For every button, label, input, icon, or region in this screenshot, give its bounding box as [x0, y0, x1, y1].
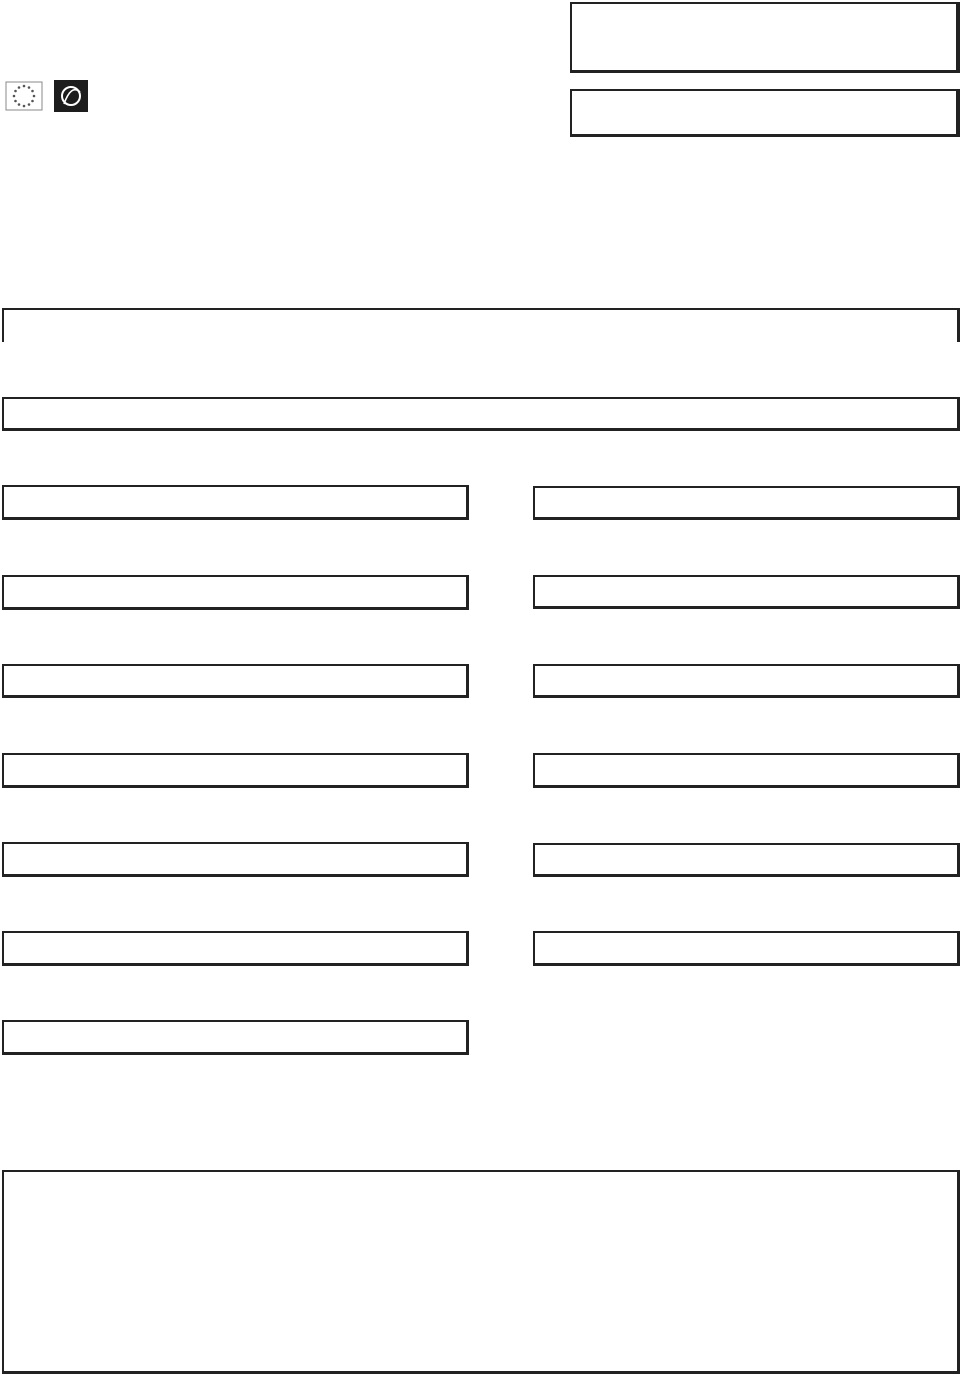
postal-field[interactable]: [2, 664, 469, 698]
company-name-field[interactable]: [2, 308, 960, 342]
phone-home-field[interactable]: [533, 575, 960, 609]
logo-graphic: [4, 14, 349, 118]
applicant-field[interactable]: [2, 397, 960, 431]
bank-account-field[interactable]: [2, 931, 469, 966]
bankgiro-field[interactable]: [2, 842, 469, 877]
fax-field[interactable]: [533, 753, 960, 788]
contacts-instructions: [2, 1101, 960, 1127]
address-field[interactable]: [2, 575, 469, 610]
leader-emblem-icon: [54, 80, 88, 112]
website-field[interactable]: [533, 931, 960, 966]
office-notes-box: [570, 2, 960, 73]
org-number-field[interactable]: [2, 485, 469, 520]
postgiro-field[interactable]: [2, 753, 469, 788]
email-field[interactable]: [533, 843, 960, 877]
diary-number-box: [570, 89, 960, 137]
leader-sjuharad-logo: [4, 14, 349, 134]
phone-work-field[interactable]: [533, 486, 960, 520]
eu-flag-icon: [6, 82, 42, 110]
bank-name-field[interactable]: [2, 1020, 469, 1055]
contacts-textarea[interactable]: [2, 1170, 960, 1374]
mobile-field[interactable]: [533, 664, 960, 698]
